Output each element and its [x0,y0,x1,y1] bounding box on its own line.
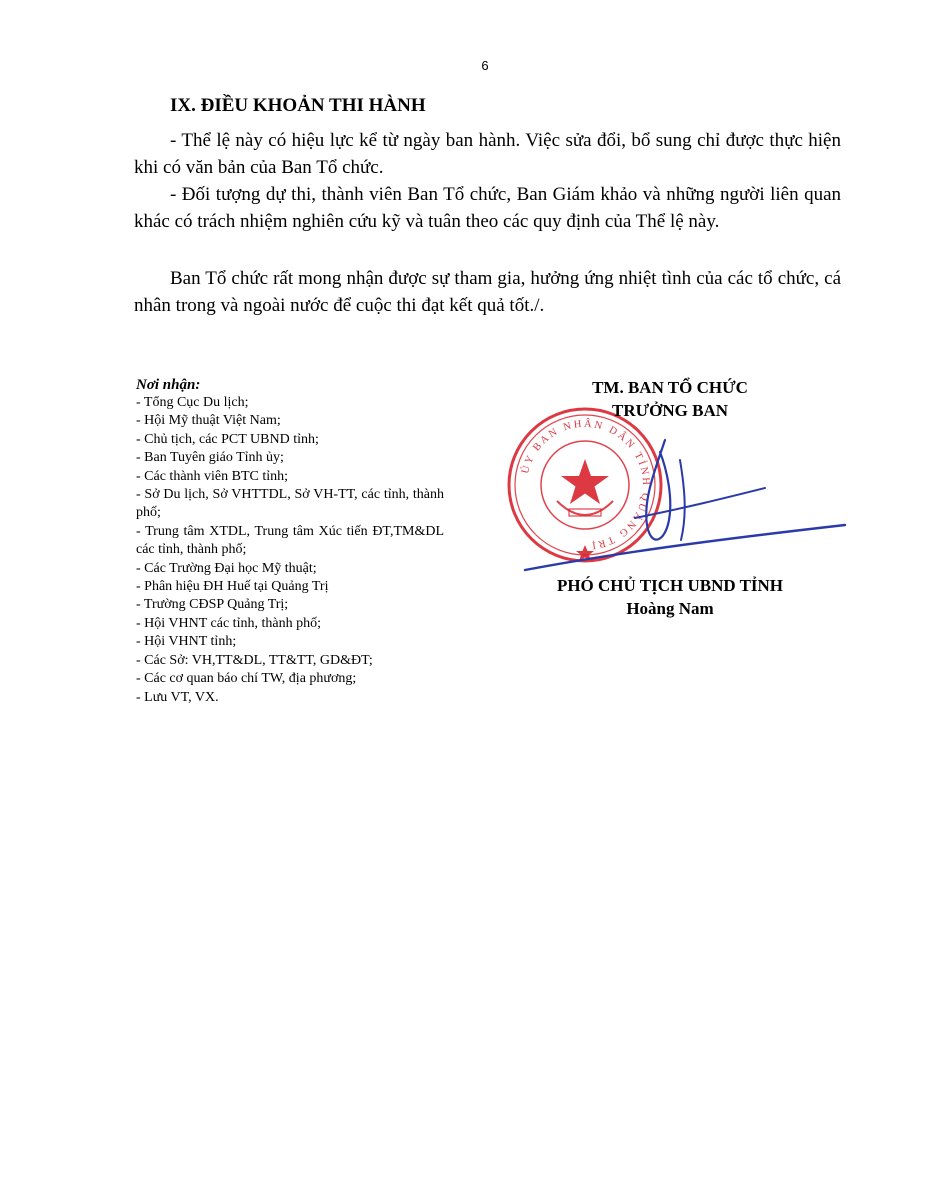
list-item: - Ban Tuyên giáo Tỉnh ủy; [136,450,284,466]
list-item: - Chủ tịch, các PCT UBND tỉnh; [136,431,319,447]
list-item: - Hội Mỹ thuật Việt Nam; [136,413,281,429]
paragraph-closing: Ban Tổ chức rất mong nhận được sự tham gia, hưởng ứng nhiệt tình của các tổ chức, cá nhân trong và ngoài nước để cuộc thi đạt kết quả tốt./. [134,268,841,316]
list-item: - Các Sở: VH,TT&DL, TT&TT, GD&ĐT; [136,652,373,668]
recipients-title: Nơi nhận: [136,377,201,393]
page-number: 6 [481,58,489,73]
list-item: - Hội VHNT các tỉnh, thành phố; [136,615,321,631]
paragraph-effect: - Thể lệ này có hiệu lực kể từ ngày ban hành. Việc sửa đổi, bổ sung chỉ được thực hiện khi có văn bản của Ban Tổ chức. [134,130,841,178]
list-item: - Phân hiệu ĐH Huế tại Quảng Trị [136,579,329,595]
list-item: - Trung tâm XTDL, Trung tâm Xúc tiến ĐT,TM&DL các tỉnh, thành phố; [136,523,444,558]
recipients-list [136,394,444,707]
list-item: - Hội VHNT tỉnh; [136,634,237,650]
list-item: - Trường CĐSP Quảng Trị; [136,597,289,613]
list-item: - Sở Du lịch, Sở VHTTDL, Sở VH-TT, các tỉnh, thành phố; [136,487,444,521]
signer-title: PHÓ CHỦ TỊCH UBND TỈNH [556,576,784,595]
list-item: - Các thành viên BTC tỉnh; [136,468,289,484]
list-item: - Tổng Cục Du lịch; [136,395,249,410]
handwritten-signature [515,430,855,580]
role-line: TRƯỞNG BAN [611,401,728,420]
list-item: - Các Trường Đại học Mỹ thuật; [136,560,317,576]
svg-text:ỦY BAN NHÂN DÂN TỈNH QUẢNG TRỊ: ỦY BAN NHÂN DÂN TỈNH QUẢNG TRỊ [520,418,652,551]
list-item: - Các cơ quan báo chí TW, địa phương; [136,671,357,687]
list-item: - Lưu VT, VX. [136,689,219,705]
section-heading: IX. ĐIỀU KHOẢN THI HÀNH [170,95,426,116]
recipients-block [136,376,444,707]
signer-name: Hoàng Nam [626,599,714,618]
paragraph-responsibility: - Đối tượng dự thi, thành viên Ban Tổ chức, Ban Giám khảo và những người liên quan khác có trách nhiệm nghiên cứu kỹ và tuân theo các quy định của Thể lệ này. [134,184,841,232]
org-line: TM. BAN TỔ CHỨC [592,378,748,397]
